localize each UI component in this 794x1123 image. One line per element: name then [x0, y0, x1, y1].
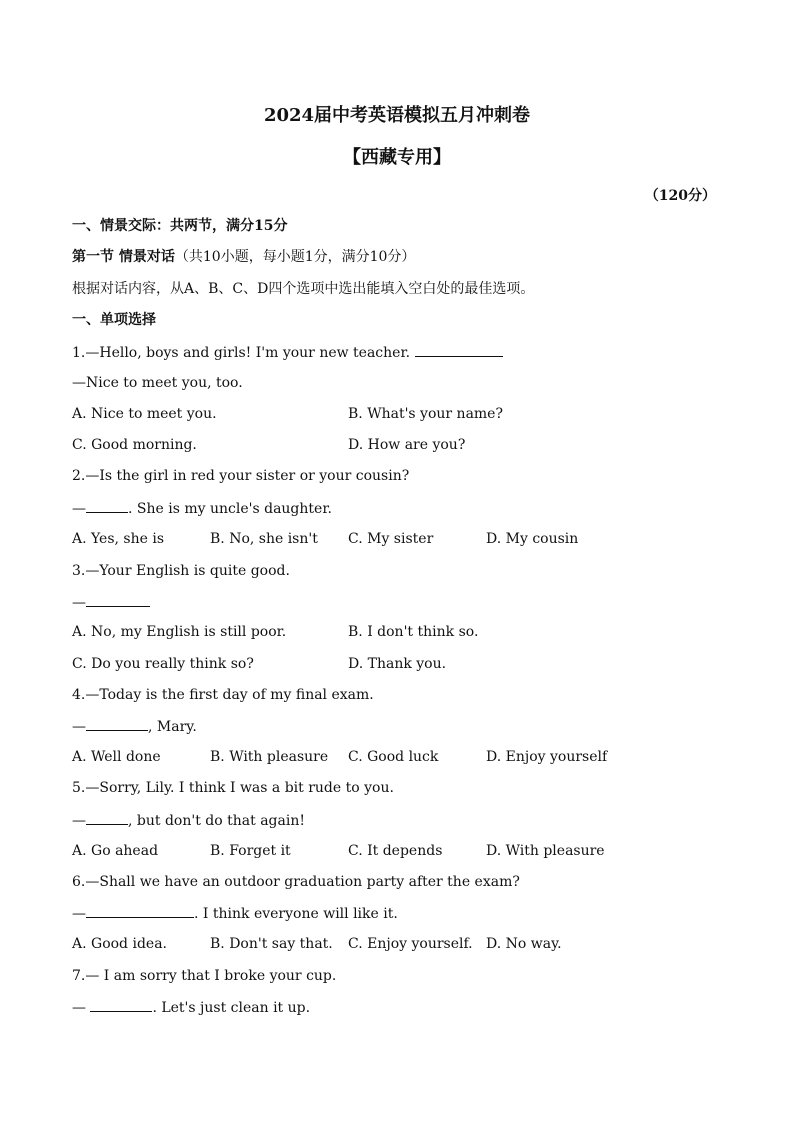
option-c: C. Good morning.	[72, 437, 197, 453]
dash: —	[72, 595, 86, 611]
dash: —	[72, 1000, 91, 1016]
option-d: D. My cousin	[486, 531, 579, 547]
response-3	[72, 592, 732, 613]
question-2: 2.—Is the girl in red your sister or your cousin?	[72, 468, 410, 484]
response-text: , but don't do that again!	[128, 813, 305, 829]
option-a: A. Well done	[72, 749, 161, 765]
response-text: . I think everyone will like it.	[194, 906, 398, 922]
dash: —	[72, 719, 86, 735]
instruction-text: 根据对话内容，从A、B、C、D四个选项中选出能填入空白处的最佳选项。	[72, 281, 535, 297]
response-5	[72, 810, 732, 831]
page-title: 2024届中考英语模拟五月冲刺卷	[263, 105, 531, 126]
response-6	[72, 903, 732, 924]
answer-blank	[86, 903, 194, 918]
question-4: 4.—Today is the first day of my final exam.	[72, 687, 374, 703]
answer-blank	[415, 342, 503, 357]
answer-blank	[86, 592, 150, 607]
option-d: D. No way.	[486, 936, 562, 952]
option-d: D. With pleasure	[486, 843, 605, 859]
option-b: B. Forget it	[210, 843, 291, 859]
page-subtitle: 【西藏专用】	[343, 147, 451, 168]
option-c: C. Enjoy yourself.	[348, 936, 473, 952]
question-1	[72, 342, 732, 363]
response-text: . She is my uncle's daughter.	[128, 501, 332, 517]
question-6: 6.—Shall we have an outdoor graduation party after the exam?	[72, 874, 520, 890]
option-a: A. No, my English is still poor.	[72, 624, 287, 640]
option-c: C. My sister	[348, 531, 434, 547]
answer-blank	[86, 810, 128, 825]
question-5: 5.—Sorry, Lily. I think I was a bit rude to you.	[72, 780, 394, 796]
option-a: A. Yes, she is	[72, 531, 165, 547]
option-c: C. Good luck	[348, 749, 439, 765]
response-text: . Let's just clean it up.	[152, 1000, 311, 1016]
option-b: B. With pleasure	[210, 749, 329, 765]
section-title: 第一节 情景对话	[72, 249, 175, 265]
dash: —	[72, 501, 86, 517]
response-text: , Mary.	[148, 719, 197, 735]
section-heading	[72, 247, 732, 267]
answer-blank	[86, 498, 128, 513]
section-note: （共10小题，每小题1分，满分10分）	[174, 249, 416, 265]
answer-blank	[86, 716, 148, 731]
part-heading: 一、情景交际：共两节，满分15分	[72, 218, 288, 234]
option-c: C. It depends	[348, 843, 443, 859]
response-4	[72, 716, 732, 737]
dash: —	[72, 906, 86, 922]
question-text: 1.—Hello, boys and girls! I'm your new teacher.	[72, 345, 415, 361]
question-7: 7.— I am sorry that I broke your cup.	[72, 968, 337, 984]
option-d: D. Thank you.	[348, 656, 447, 672]
single-choice-heading: 一、单项选择	[72, 312, 156, 328]
option-a: A. Good idea.	[72, 936, 167, 952]
option-d: D. How are you?	[348, 437, 466, 453]
option-b: B. Don't say that.	[210, 936, 333, 952]
option-a: A. Go ahead	[72, 843, 159, 859]
response-2	[72, 498, 732, 519]
total-score: （120分）	[644, 188, 716, 204]
option-d: D. Enjoy yourself	[486, 749, 608, 765]
option-b: B. No, she isn't	[210, 531, 318, 547]
option-c: C. Do you really think so?	[72, 656, 254, 672]
option-b: B. What's your name?	[348, 406, 503, 422]
answer-blank	[90, 997, 152, 1012]
option-b: B. I don't think so.	[348, 624, 479, 640]
option-a: A. Nice to meet you.	[72, 406, 217, 422]
response-1: —Nice to meet you, too.	[72, 375, 243, 391]
question-3: 3.—Your English is quite good.	[72, 563, 290, 579]
response-7	[72, 997, 732, 1018]
dash: —	[72, 813, 86, 829]
